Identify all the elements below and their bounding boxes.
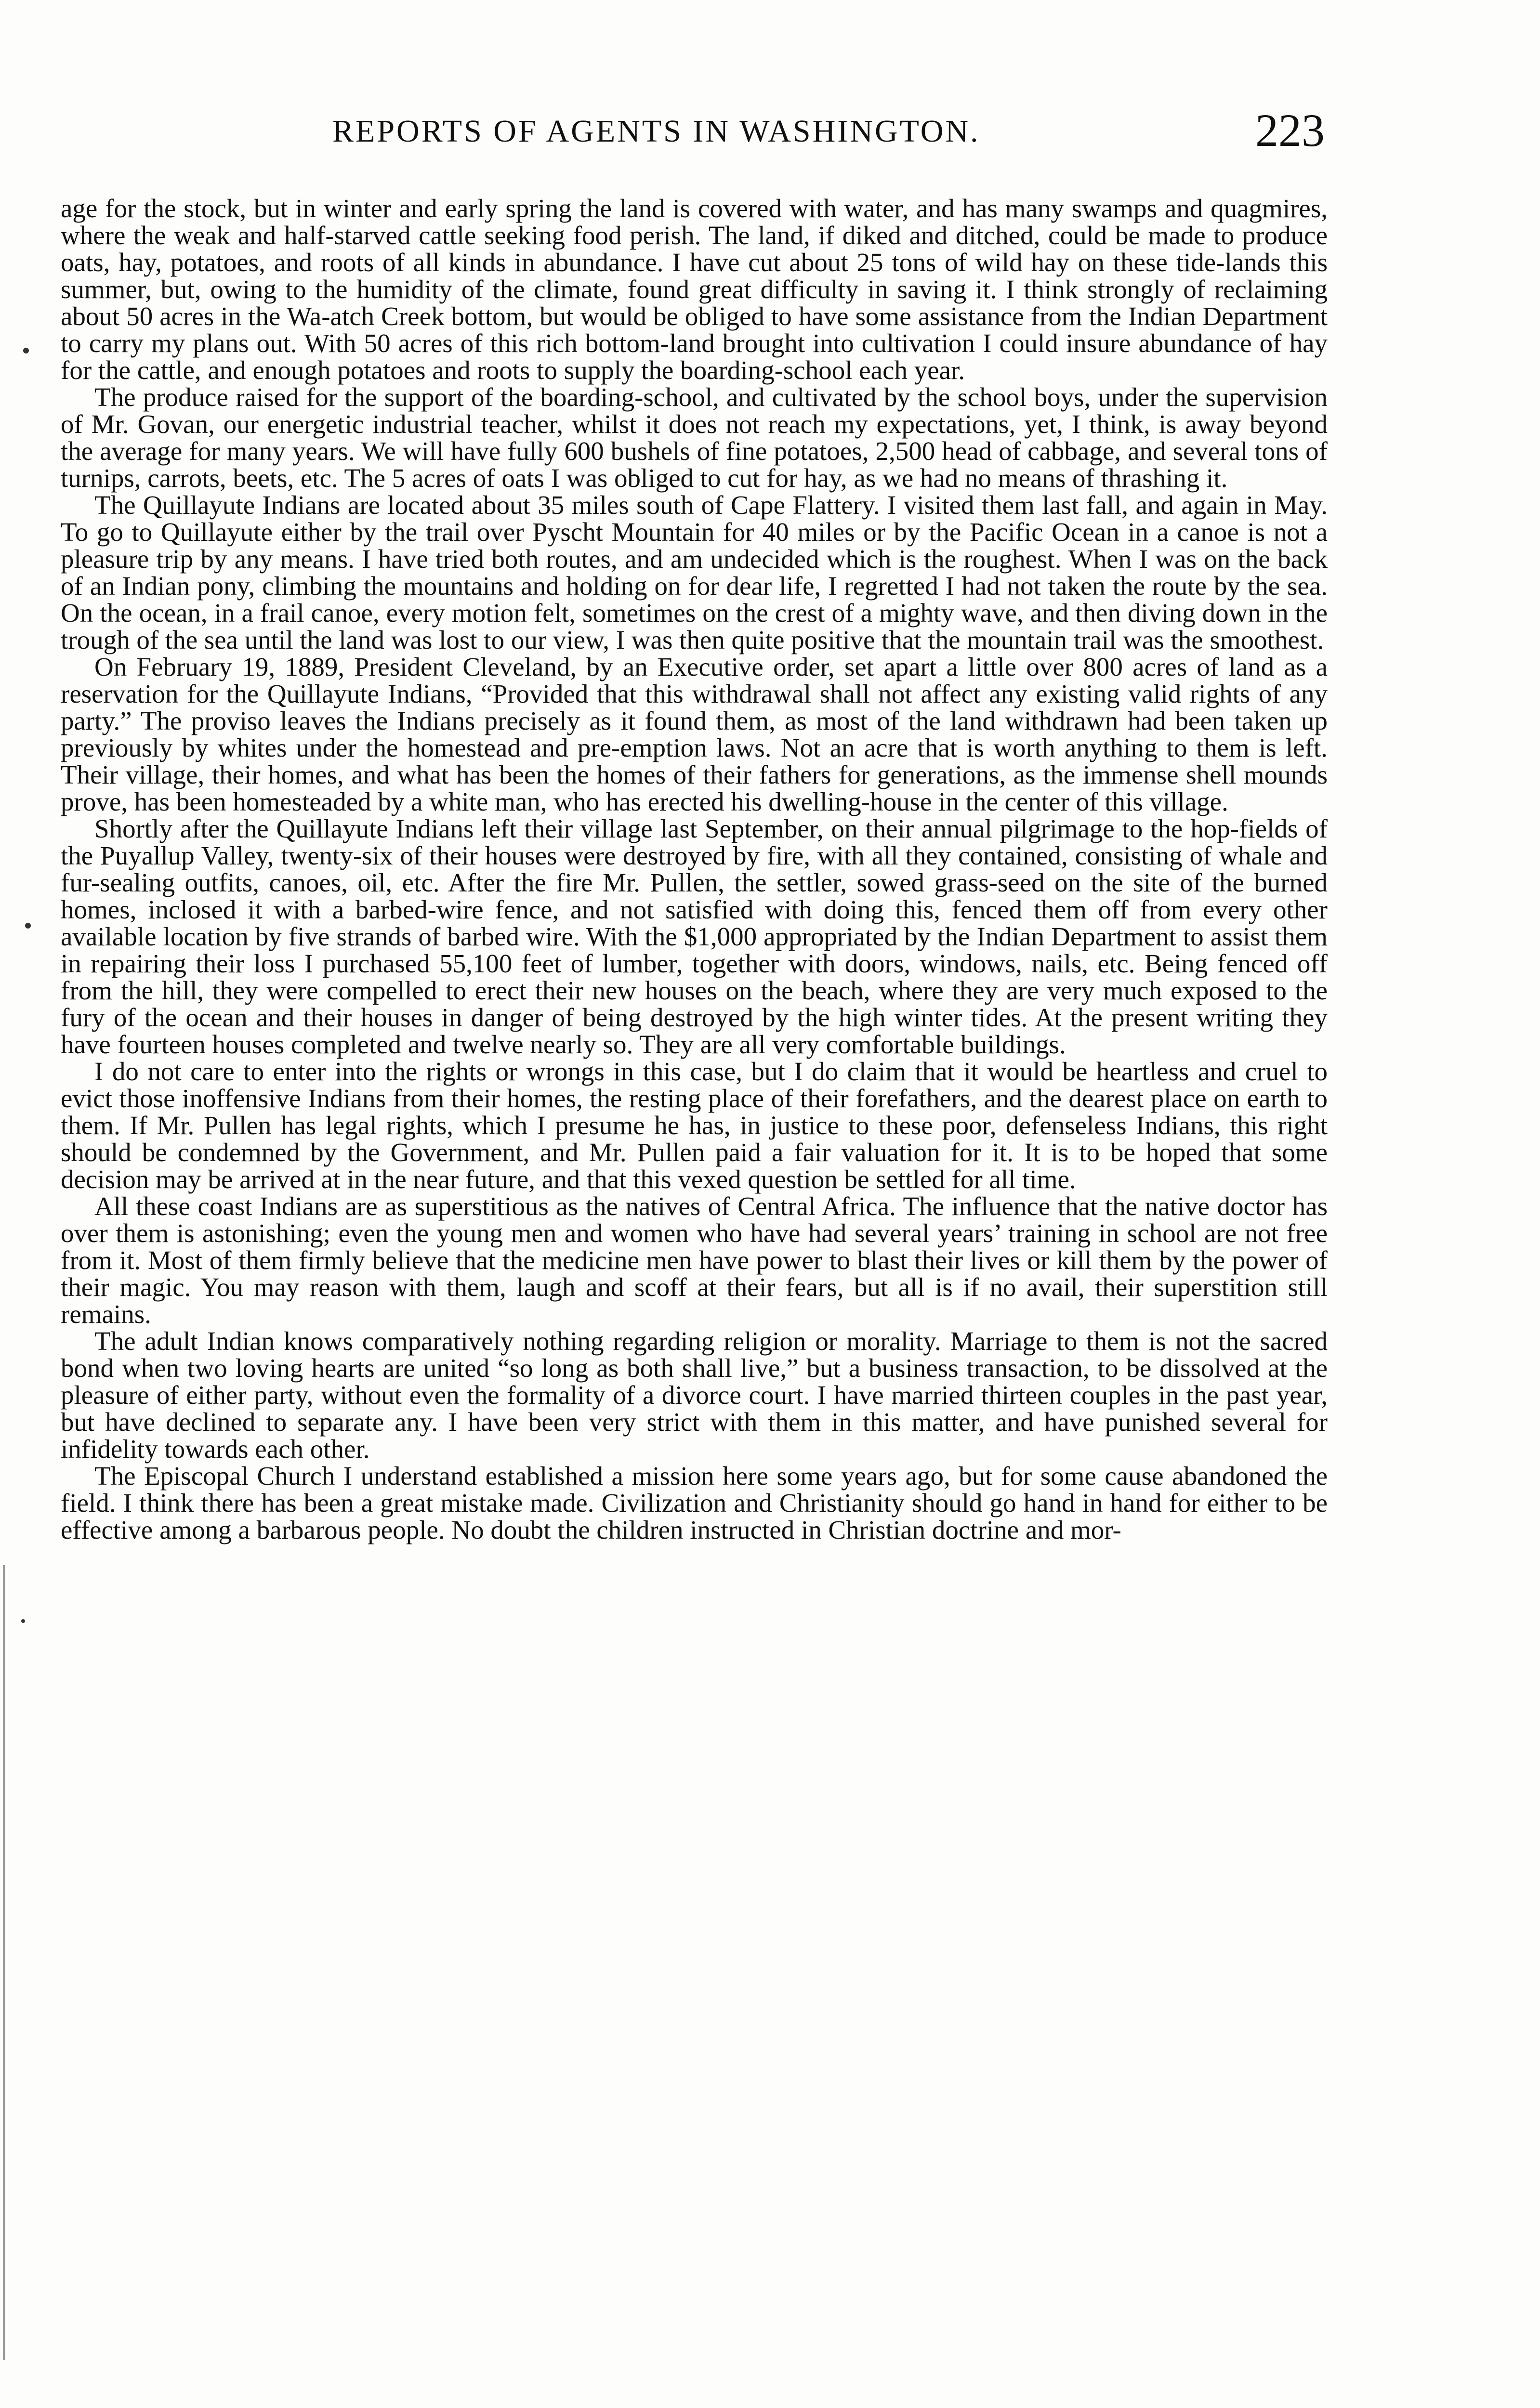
running-title: REPORTS OF AGENTS IN WASHINGTON. <box>332 114 980 149</box>
paragraph-executive-order: On February 19, 1889, President Cleveland, by an Executive order, set apart a little over 800 acres of land as a reservation for the Quillayute Indians, “Provided that this withdrawal shall not affect any existing valid rights of any party.” The proviso leaves the Indians precisely as it found them, as most of the land withdrawn had been taken up previously by whites under the homestead and pre-emption laws. Not an acre that is worth anything to them is left. Their village, their homes, and what has been the homes of their fathers for generations, as the immense shell mounds prove, has been homesteaded by a white man, who has erected his dwelling-house in the center of this village. <box>61 652 1328 816</box>
paragraph-superstition: All these coast Indians are as superstitious as the natives of Central Africa. The influence that the native doctor has over them is astonishing; even the young men and women who have had several years’ training in school are not free from it. Most of them firmly believe that the medicine men have power to blast their lives or kill them by the power of their magic. You may reason with them, laugh and scoff at their fears, but all is if no avail, their superstition still remains. <box>61 1191 1328 1329</box>
paragraph-village-fire: Shortly after the Quillayute Indians left their village last September, on their annual pilgrimage to the hop-fields of the Puyallup Valley, twenty-six of their houses were destroyed by fire, with all they contained, consisting of whale and fur-sealing outfits, canoes, oil, etc. After the fire Mr. Pullen, the settler, sowed grass-seed on the site of the burned homes, inclosed it with a barbed-wire fence, and not satisfied with doing this, fenced them off from every other available location by five strands of barbed wire. With the $1,000 appropriated by the Indian Department to assist them in repairing their loss I purchased 55,100 feet of lumber, together with doors, windows, nails, etc. Being fenced off from the hill, they were compelled to erect their new houses on the beach, where they are very much exposed to the fury of the ocean and their houses in danger of being destroyed by the high winter tides. At the present writing they have fourteen houses completed and twelve nearly so. They are all very comfortable buildings. <box>61 814 1328 1059</box>
paragraph-quillayute-location: The Quillayute Indians are located about 35 miles south of Cape Flattery. I visited them last fall, and again in May. To go to Quillayute either by the trail over Pyscht Mountain for 40 miles or by the Pacific Ocean in a canoe is not a pleasure trip by any means. I have tried both routes, and am undecided which is the roughest. When I was on the back of an Indian pony, climbing the mountains and holding on for dear life, I regretted I had not taken the route by the sea. On the ocean, in a frail canoe, every motion felt, sometimes on the crest of a mighty wave, and then diving down in the trough of the sea until the land was lost to our view, I was then quite positive that the mountain trail was the smoothest. <box>61 490 1328 654</box>
paragraph-marriage: The adult Indian knows comparatively nothing regarding religion or morality. Marriage to them is not the sacred bond when two loving hearts are united “so long as both shall live,” but a business transaction, to be dissolved at the pleasure of either party, without even the formality of a divorce court. I have married thirteen couples in the past year, but have declined to separate any. I have been very strict with them in this matter, and have punished several for infidelity towards each other. <box>61 1326 1328 1464</box>
paragraph-produce: The produce raised for the support of the boarding-school, and cultivated by the school boys, under the supervision of Mr. Govan, our energetic industrial teacher, whilst it does not reach my expectations, yet, I think, is away beyond the average for many years. We will have fully 600 bushels of fine potatoes, 2,500 head of cabbage, and several tons of turnips, carrots, beets, etc. The 5 acres of oats I was obliged to cut for hay, as we had no means of thrashing it. <box>61 382 1328 493</box>
running-header <box>63 104 1325 157</box>
paragraph-episcopal-mission: The Episcopal Church I understand established a mission here some years ago, but for some cause abandoned the field. I think there has been a great mistake made. Civilization and Christianity should go hand in hand for either to be effective among a barbarous people. No doubt the children instructed in Christian doctrine and mor- <box>61 1461 1328 1544</box>
page-edge-line <box>3 1565 5 2360</box>
paragraph-rights: I do not care to enter into the rights or wrongs in this case, but I do claim that it would be heartless and cruel to evict those inoffensive Indians from their homes, the resting place of their forefathers, and the dearest place on earth to them. If Mr. Pullen has legal rights, which I presume he has, in justice to these poor, defenseless Indians, this right should be condemned by the Government, and Mr. Pullen paid a fair valuation for it. It is to be hoped that some decision may be arrived at in the near future, and that this vexed question be settled for all time. <box>61 1057 1328 1194</box>
margin-speck <box>21 1619 25 1623</box>
page-number: 223 <box>1255 105 1325 156</box>
body-text <box>61 195 1328 1544</box>
margin-speck <box>25 923 31 929</box>
margin-speck <box>23 348 29 353</box>
paragraph-tide-lands: age for the stock, but in winter and early spring the land is covered with water, and has many swamps and quagmires, where the weak and half-starved cattle seeking food perish. The land, if diked and ditched, could be made to produce oats, hay, potatoes, and roots of all kinds in abundance. I have cut about 25 tons of wild hay on these tide-lands this summer, but, owing to the humidity of the climate, found great difficulty in saving it. I think strongly of reclaiming about 50 acres in the Wa-atch Creek bottom, but would be obliged to have some assistance from the Indian Department to carry my plans out. With 50 acres of this rich bottom-land brought into cultivation I could insure abundance of hay for the cattle, and enough potatoes and roots to supply the boarding-school each year. <box>61 194 1328 385</box>
